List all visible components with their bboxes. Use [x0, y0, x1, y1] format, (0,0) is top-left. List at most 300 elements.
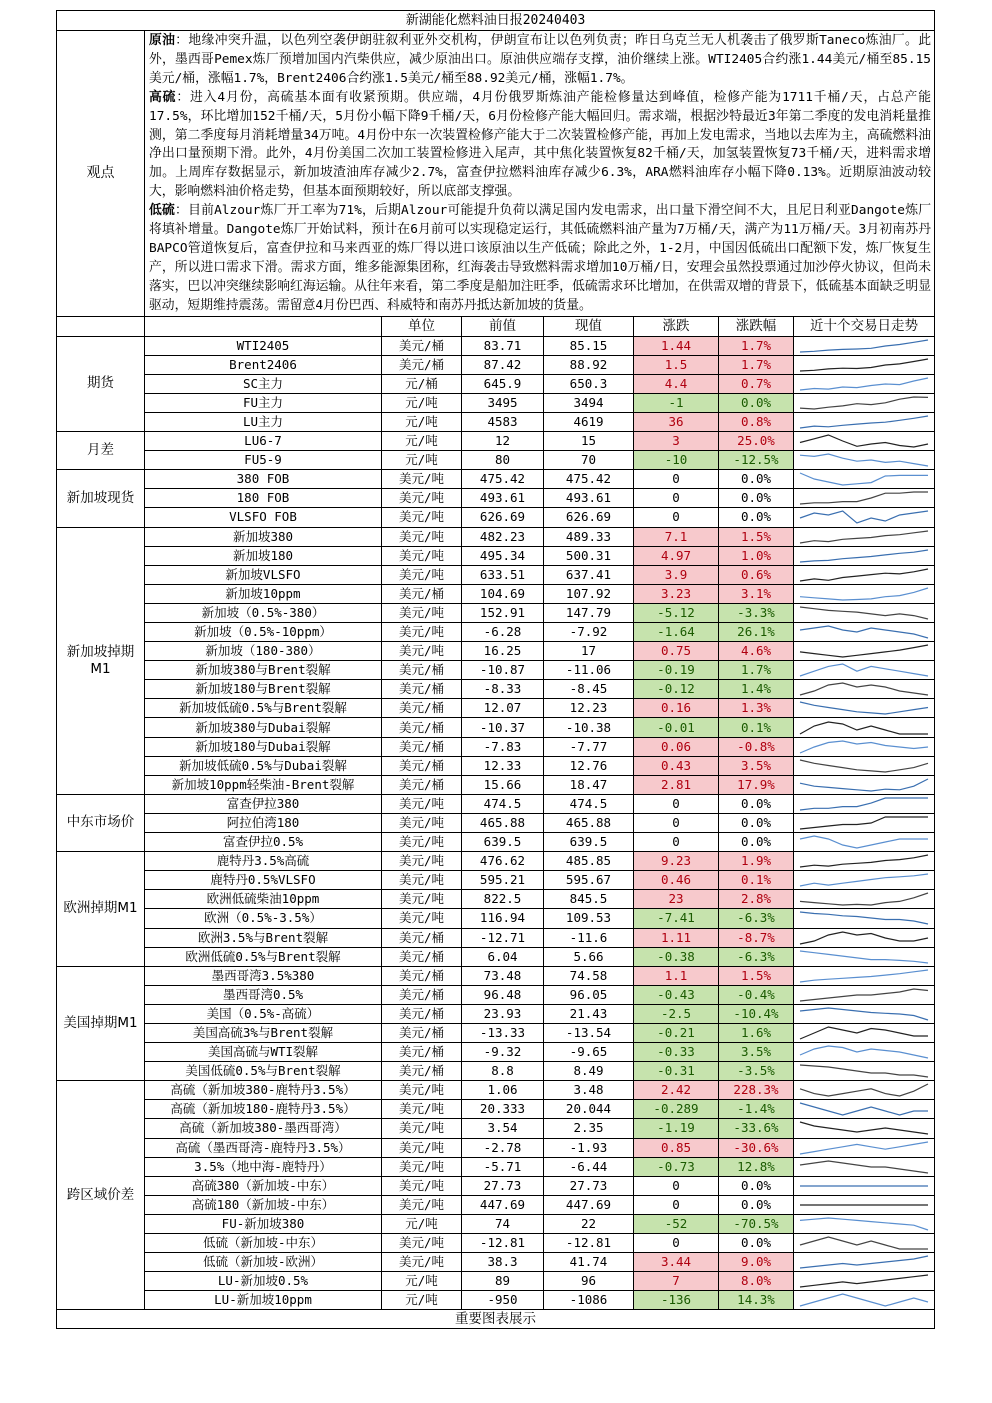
- row-pct: 0.0%: [719, 489, 794, 508]
- row-prev: 12: [462, 432, 544, 451]
- row-name: FU主力: [145, 393, 382, 412]
- table-row: [57, 1004, 935, 1023]
- row-cur: 5.66: [544, 947, 634, 966]
- row-prev: -13.33: [462, 1023, 544, 1042]
- row-sparkline: [794, 794, 935, 813]
- row-chg: 0: [634, 1234, 719, 1253]
- row-cur: 475.42: [544, 470, 634, 489]
- sparkline-chart: [798, 624, 930, 640]
- sparkline-line: [800, 340, 928, 352]
- row-pct: 3.5%: [719, 756, 794, 775]
- row-name: LU6-7: [145, 432, 382, 451]
- table-row: [57, 966, 935, 985]
- row-pct: -10.4%: [719, 1004, 794, 1023]
- row-prev: 83.71: [462, 336, 544, 355]
- row-sparkline: [794, 1119, 935, 1138]
- row-unit: 美元/吨: [382, 508, 462, 527]
- row-sparkline: [794, 374, 935, 393]
- row-unit: 美元/吨: [382, 546, 462, 565]
- row-prev: 23.93: [462, 1004, 544, 1023]
- sparkline-chart: [798, 662, 930, 678]
- sparkline-chart: [798, 930, 930, 946]
- sparkline-chart: [798, 357, 930, 373]
- row-name: 富查伊拉0.5%: [145, 833, 382, 852]
- sparkline-chart: [798, 643, 930, 659]
- sparkline-line: [800, 531, 928, 543]
- row-name: 低硫（新加坡-中东）: [145, 1234, 382, 1253]
- sparkline-chart: [798, 891, 930, 907]
- row-cur: 845.5: [544, 890, 634, 909]
- footer-title: 重要图表展示: [57, 1310, 935, 1329]
- sparkline-chart: [798, 968, 930, 984]
- row-sparkline: [794, 1214, 935, 1233]
- table-row: [57, 565, 935, 584]
- sparkline-line: [800, 473, 928, 485]
- sparkline-chart: [798, 1044, 930, 1060]
- row-name: 新加坡（0.5%-380）: [145, 603, 382, 622]
- row-pct: 9.0%: [719, 1253, 794, 1272]
- row-name: 美国低硫0.5%与Brent裂解: [145, 1062, 382, 1081]
- row-unit: 美元/桶: [382, 718, 462, 737]
- row-sparkline: [794, 1081, 935, 1100]
- sparkline-chart: [798, 1178, 930, 1194]
- row-name: 新加坡低硫0.5%与Brent裂解: [145, 699, 382, 718]
- row-prev: 482.23: [462, 527, 544, 546]
- row-pct: -6.3%: [719, 909, 794, 928]
- row-pct: 1.0%: [719, 546, 794, 565]
- row-name: 美国高硫与WTI裂解: [145, 1043, 382, 1062]
- row-cur: 493.61: [544, 489, 634, 508]
- row-unit: 美元/吨: [382, 1119, 462, 1138]
- sparkline-chart: [798, 796, 930, 812]
- row-sparkline: [794, 1272, 935, 1291]
- row-sparkline: [794, 680, 935, 699]
- row-cur: -10.38: [544, 718, 634, 737]
- sparkline-line: [800, 1237, 928, 1249]
- row-sparkline: [794, 565, 935, 584]
- row-pct: 1.5%: [719, 966, 794, 985]
- row-pct: 1.6%: [719, 1023, 794, 1042]
- header-trend: 近十个交易日走势: [794, 316, 935, 336]
- table-row: [57, 393, 935, 412]
- row-sparkline: [794, 584, 935, 603]
- row-pct: 0.1%: [719, 718, 794, 737]
- views-body-hsfo: ：进入4月份，高硫基本面有收紧预期。供应端，4月份俄罗斯炼油产能检修量达到峰值，检修产能为1711千桶/天，占总产能17.5%，环比增加152千桶/天，5月份小幅下降9千桶/天，6月份检修产能大幅回归。需求端，根据沙特最近3年第二季度的发电消耗量推测，第二季度每月消耗增量34万吨。4月份中东一次装置检修产能大于二次装置检修产能，再加上发电需求，当地以去库为主，高硫燃料油净出口量预期下滑。此外，4月份美国二次加工装置检修进入尾声，其中焦化装置恢复82千桶/天，加氢装置恢复73千桶/天，进料需求增加。上周库存数据显示，新加坡渣油库存减少2.7%，富查伊拉燃料油库存减少6.3%，ARA燃料油库存小幅下降0.13%。近期原油波动较大，影响燃料油价格走势，但基本面预期较好，所以底部支撑强。: [149, 89, 931, 200]
- row-pct: 0.0%: [719, 833, 794, 852]
- row-name: WTI2405: [145, 336, 382, 355]
- row-chg: 0: [634, 1195, 719, 1214]
- row-chg: 0.85: [634, 1138, 719, 1157]
- table-row: [57, 1100, 935, 1119]
- table-row: [57, 1234, 935, 1253]
- row-pct: 14.3%: [719, 1291, 794, 1310]
- table-row: [57, 432, 935, 451]
- row-chg: -0.19: [634, 661, 719, 680]
- row-cur: -11.06: [544, 661, 634, 680]
- row-sparkline: [794, 813, 935, 832]
- row-prev: 116.94: [462, 909, 544, 928]
- row-pct: 0.8%: [719, 412, 794, 431]
- row-chg: -136: [634, 1291, 719, 1310]
- row-cur: 70: [544, 451, 634, 470]
- row-sparkline: [794, 1062, 935, 1081]
- sparkline-chart: [798, 949, 930, 965]
- row-chg: -0.21: [634, 1023, 719, 1042]
- row-pct: 25.0%: [719, 432, 794, 451]
- sparkline-line: [800, 645, 928, 657]
- row-cur: 3494: [544, 393, 634, 412]
- row-chg: 7.1: [634, 527, 719, 546]
- sparkline-chart: [798, 910, 930, 926]
- row-sparkline: [794, 393, 935, 412]
- sparkline-chart: [798, 1082, 930, 1098]
- sparkline-line: [800, 683, 928, 695]
- row-cur: -8.45: [544, 680, 634, 699]
- sparkline-line: [800, 1046, 928, 1058]
- row-unit: 美元/吨: [382, 1138, 462, 1157]
- row-prev: 16.25: [462, 642, 544, 661]
- row-pct: -0.8%: [719, 737, 794, 756]
- sparkline-line: [800, 626, 928, 638]
- row-cur: 626.69: [544, 508, 634, 527]
- row-unit: 美元/吨: [382, 527, 462, 546]
- row-unit: 美元/吨: [382, 1157, 462, 1176]
- row-chg: 0: [634, 833, 719, 852]
- row-prev: 645.9: [462, 374, 544, 393]
- table-row: [57, 1176, 935, 1195]
- header-chg: 涨跌: [634, 316, 719, 336]
- sparkline-chart: [798, 1120, 930, 1136]
- table-row: [57, 1119, 935, 1138]
- sparkline-line: [800, 951, 928, 963]
- row-unit: 美元/桶: [382, 661, 462, 680]
- row-name: 新加坡VLSFO: [145, 565, 382, 584]
- category-label: 中东市场价: [57, 794, 145, 851]
- row-name: 新加坡10ppm轻柴油-Brent裂解: [145, 775, 382, 794]
- sparkline-chart: [798, 395, 930, 411]
- row-unit: 美元/桶: [382, 775, 462, 794]
- row-chg: 3: [634, 432, 719, 451]
- row-pct: 8.0%: [719, 1272, 794, 1291]
- sparkline-chart: [798, 452, 930, 468]
- sparkline-chart: [798, 1292, 930, 1308]
- row-sparkline: [794, 1176, 935, 1195]
- sparkline-chart: [798, 1197, 930, 1213]
- row-chg: 1.11: [634, 928, 719, 947]
- sparkline-chart: [798, 567, 930, 583]
- row-sparkline: [794, 508, 935, 527]
- row-unit: 元/吨: [382, 1291, 462, 1310]
- sparkline-line: [800, 1008, 928, 1020]
- row-prev: -10.87: [462, 661, 544, 680]
- row-prev: -12.71: [462, 928, 544, 947]
- row-name: 新加坡180与Brent裂解: [145, 680, 382, 699]
- row-name: 新加坡低硫0.5%与Dubai裂解: [145, 756, 382, 775]
- views-body-crude: ：地缘冲突升温，以色列空袭伊朗驻叙利亚外交机构，伊朗宣布让以色列负责；昨日乌克兰无人机袭击了俄罗斯Taneco炼油厂。此外，墨西哥Pemex炼厂预增加国内汽柴供应，减少原油出口。原油供应端存支撑，油价继续上涨。WTI2405合约涨1.44美元/桶至85.15美元/桶，涨幅1.7%，Brent2406合约涨1.5美元/桶至88.92美元/桶，涨幅1.7%。: [149, 33, 931, 86]
- sparkline-chart: [798, 758, 930, 774]
- row-pct: 1.5%: [719, 527, 794, 546]
- row-name: 380 FOB: [145, 470, 382, 489]
- row-cur: 3.48: [544, 1081, 634, 1100]
- table-row: [57, 890, 935, 909]
- row-cur: 8.49: [544, 1062, 634, 1081]
- sparkline-line: [800, 722, 928, 734]
- row-name: 墨西哥湾0.5%: [145, 985, 382, 1004]
- row-pct: -33.6%: [719, 1119, 794, 1138]
- table-row: [57, 928, 935, 947]
- row-cur: -13.54: [544, 1023, 634, 1042]
- row-prev: -2.78: [462, 1138, 544, 1157]
- row-chg: 1.44: [634, 336, 719, 355]
- row-unit: 美元/桶: [382, 985, 462, 1004]
- table-row: [57, 737, 935, 756]
- table-row: [57, 794, 935, 813]
- sparkline-chart: [798, 1273, 930, 1289]
- row-chg: -0.38: [634, 947, 719, 966]
- row-prev: 495.34: [462, 546, 544, 565]
- row-cur: -11.6: [544, 928, 634, 947]
- row-cur: -1.93: [544, 1138, 634, 1157]
- row-pct: -1.4%: [719, 1100, 794, 1119]
- row-name: 鹿特丹0.5%VLSFO: [145, 871, 382, 890]
- row-sparkline: [794, 966, 935, 985]
- sparkline-line: [800, 760, 928, 772]
- sparkline-chart: [798, 1235, 930, 1251]
- row-chg: 3.9: [634, 565, 719, 584]
- sparkline-line: [800, 989, 928, 1001]
- row-sparkline: [794, 623, 935, 642]
- category-label: 新加坡掉期M1: [57, 527, 145, 794]
- row-unit: 美元/桶: [382, 1062, 462, 1081]
- sparkline-chart: [798, 376, 930, 392]
- row-cur: 595.67: [544, 871, 634, 890]
- table-row: [57, 527, 935, 546]
- row-sparkline: [794, 1195, 935, 1214]
- row-prev: 1.06: [462, 1081, 544, 1100]
- sparkline-chart: [798, 1254, 930, 1270]
- row-sparkline: [794, 489, 935, 508]
- row-cur: 109.53: [544, 909, 634, 928]
- row-name: 高硫180（新加坡-中东）: [145, 1195, 382, 1214]
- row-prev: 12.33: [462, 756, 544, 775]
- row-sparkline: [794, 470, 935, 489]
- footer-row: [57, 1310, 935, 1329]
- row-sparkline: [794, 756, 935, 775]
- sparkline-chart: [798, 815, 930, 831]
- row-cur: -7.92: [544, 623, 634, 642]
- row-unit: 美元/吨: [382, 794, 462, 813]
- row-name: 新加坡380: [145, 527, 382, 546]
- row-unit: 美元/吨: [382, 603, 462, 622]
- row-chg: -0.43: [634, 985, 719, 1004]
- table-row: [57, 1195, 935, 1214]
- sparkline-chart: [798, 529, 930, 545]
- row-prev: -5.71: [462, 1157, 544, 1176]
- sparkline-chart: [798, 739, 930, 755]
- table-row: [57, 1043, 935, 1062]
- row-pct: 0.6%: [719, 565, 794, 584]
- table-row: [57, 718, 935, 737]
- row-sparkline: [794, 355, 935, 374]
- row-chg: 3.44: [634, 1253, 719, 1272]
- row-cur: 85.15: [544, 336, 634, 355]
- header-pct: 涨跌幅: [719, 316, 794, 336]
- row-chg: -0.73: [634, 1157, 719, 1176]
- row-unit: 美元/吨: [382, 1195, 462, 1214]
- row-prev: 475.42: [462, 470, 544, 489]
- table-row: [57, 355, 935, 374]
- sparkline-chart: [798, 414, 930, 430]
- row-unit: 美元/吨: [382, 1176, 462, 1195]
- row-sparkline: [794, 1291, 935, 1310]
- table-row: [57, 584, 935, 603]
- sparkline-chart: [798, 548, 930, 564]
- report-sheet: [56, 10, 934, 1329]
- sparkline-line: [800, 912, 928, 924]
- sparkline-chart: [798, 720, 930, 736]
- next-section-peek: [60, 1392, 930, 1403]
- row-name: 美国（0.5%-高硫）: [145, 1004, 382, 1023]
- row-chg: -0.01: [634, 718, 719, 737]
- row-pct: -0.4%: [719, 985, 794, 1004]
- row-unit: 美元/桶: [382, 737, 462, 756]
- sparkline-line: [800, 741, 928, 753]
- row-name: 高硫（墨西哥湾-鹿特丹3.5%）: [145, 1138, 382, 1157]
- row-cur: 639.5: [544, 833, 634, 852]
- row-name: 美国高硫3%与Brent裂解: [145, 1023, 382, 1042]
- row-prev: 6.04: [462, 947, 544, 966]
- row-pct: 3.5%: [719, 1043, 794, 1062]
- row-pct: -70.5%: [719, 1214, 794, 1233]
- row-unit: 美元/吨: [382, 1234, 462, 1253]
- header-blank-category: [57, 316, 145, 336]
- views-paragraph-crude: [149, 32, 931, 89]
- row-pct: 3.1%: [719, 584, 794, 603]
- sparkline-chart: [798, 853, 930, 869]
- row-chg: -0.12: [634, 680, 719, 699]
- sparkline-line: [800, 702, 928, 714]
- table-row: [57, 1291, 935, 1310]
- row-pct: 1.7%: [719, 336, 794, 355]
- row-name: FU-新加坡380: [145, 1214, 382, 1233]
- row-sparkline: [794, 603, 935, 622]
- row-name: 欧洲（0.5%-3.5%）: [145, 909, 382, 928]
- sparkline-chart: [798, 433, 930, 449]
- row-cur: 485.85: [544, 852, 634, 871]
- row-sparkline: [794, 412, 935, 431]
- row-name: 低硫（新加坡-欧洲）: [145, 1253, 382, 1272]
- row-unit: 元/吨: [382, 432, 462, 451]
- row-sparkline: [794, 947, 935, 966]
- row-unit: 元/桶: [382, 374, 462, 393]
- row-name: 高硫（新加坡180-鹿特丹3.5%）: [145, 1100, 382, 1119]
- sparkline-line: [800, 1065, 928, 1077]
- row-name: 新加坡380与Brent裂解: [145, 661, 382, 680]
- table-row: [57, 852, 935, 871]
- row-sparkline: [794, 909, 935, 928]
- row-cur: -1086: [544, 1291, 634, 1310]
- row-name: 高硫380（新加坡-中东）: [145, 1176, 382, 1195]
- row-prev: 104.69: [462, 584, 544, 603]
- row-name: 新加坡380与Dubai裂解: [145, 718, 382, 737]
- sparkline-line: [800, 893, 928, 905]
- row-prev: -12.81: [462, 1234, 544, 1253]
- sparkline-chart: [798, 338, 930, 354]
- row-sparkline: [794, 1138, 935, 1157]
- row-unit: 美元/桶: [382, 966, 462, 985]
- row-unit: 美元/桶: [382, 1023, 462, 1042]
- sparkline-chart: [798, 777, 930, 793]
- sparkline-chart: [798, 1101, 930, 1117]
- table-row: [57, 489, 935, 508]
- sparkline-line: [800, 1294, 928, 1306]
- header-blank-name: [145, 316, 382, 336]
- row-sparkline: [794, 833, 935, 852]
- row-sparkline: [794, 775, 935, 794]
- row-cur: 96.05: [544, 985, 634, 1004]
- row-prev: 152.91: [462, 603, 544, 622]
- table-row: [57, 508, 935, 527]
- sparkline-line: [800, 511, 928, 523]
- row-pct: 0.1%: [719, 871, 794, 890]
- row-prev: 20.333: [462, 1100, 544, 1119]
- sparkline-line: [800, 932, 928, 944]
- table-row: [57, 603, 935, 622]
- sparkline-line: [800, 874, 928, 886]
- table-row: [57, 1157, 935, 1176]
- row-cur: 147.79: [544, 603, 634, 622]
- table-row: [57, 1081, 935, 1100]
- row-cur: -7.77: [544, 737, 634, 756]
- row-pct: -30.6%: [719, 1138, 794, 1157]
- row-prev: -9.32: [462, 1043, 544, 1062]
- row-cur: 18.47: [544, 775, 634, 794]
- sparkline-line: [800, 607, 928, 619]
- views-paragraph-lsfo: [149, 202, 931, 315]
- row-prev: -7.83: [462, 737, 544, 756]
- row-pct: -12.5%: [719, 451, 794, 470]
- row-chg: 0.75: [634, 642, 719, 661]
- sparkline-line: [800, 855, 928, 867]
- row-cur: 500.31: [544, 546, 634, 565]
- row-chg: 3.23: [634, 584, 719, 603]
- row-name: 墨西哥湾3.5%380: [145, 966, 382, 985]
- row-sparkline: [794, 336, 935, 355]
- table-row: [57, 680, 935, 699]
- sparkline-chart: [798, 1159, 930, 1175]
- row-sparkline: [794, 699, 935, 718]
- row-pct: 0.0%: [719, 393, 794, 412]
- sparkline-line: [800, 492, 928, 504]
- category-label: 美国掉期M1: [57, 966, 145, 1081]
- row-unit: 元/吨: [382, 1214, 462, 1233]
- row-sparkline: [794, 1043, 935, 1062]
- row-chg: 0: [634, 813, 719, 832]
- table-row: [57, 1214, 935, 1233]
- row-chg: 0.43: [634, 756, 719, 775]
- row-prev: 3.54: [462, 1119, 544, 1138]
- sparkline-line: [800, 779, 928, 791]
- row-prev: 595.21: [462, 871, 544, 890]
- row-cur: 96: [544, 1272, 634, 1291]
- row-cur: 21.43: [544, 1004, 634, 1023]
- views-body-lsfo: ：目前Alzour炼厂开工率为71%，后期Alzour可能提升负荷以满足国内发电需求，出口量下滑空间不大，且尼日利亚Dangote炼厂将填补增量。Dangote炼厂开始试料，预计在6月前可以实现稳定运行，其低硫燃料油产量为7万桶/天，满产为11万桶/天。3月初南苏丹BAPCO管道恢复后，富查伊拉和马来西亚的炼厂得以进口该原油以生产低硫；除此之外，1-2月，中国因低硫出口配额下发，炼厂恢复生产，所以进口需求下滑。需求方面，维多能源集团称，红海袭击导致燃料需求增加10万桶/日，安理会虽然投票通过加沙停火协议，但尚未落实，巴以冲突继续影响红海运输。从往年来看，第二季度是船加注旺季，低硫需求环比增加，在供需双增的背景下，低硫基本面缺乏明显驱动，短期维持震荡。需留意4月份巴西、科威特和南苏丹抵达新加坡的货量。: [149, 203, 932, 313]
- row-pct: 1.3%: [719, 699, 794, 718]
- sparkline-line: [800, 1142, 928, 1154]
- row-sparkline: [794, 546, 935, 565]
- table-row: [57, 623, 935, 642]
- row-pct: 0.0%: [719, 508, 794, 527]
